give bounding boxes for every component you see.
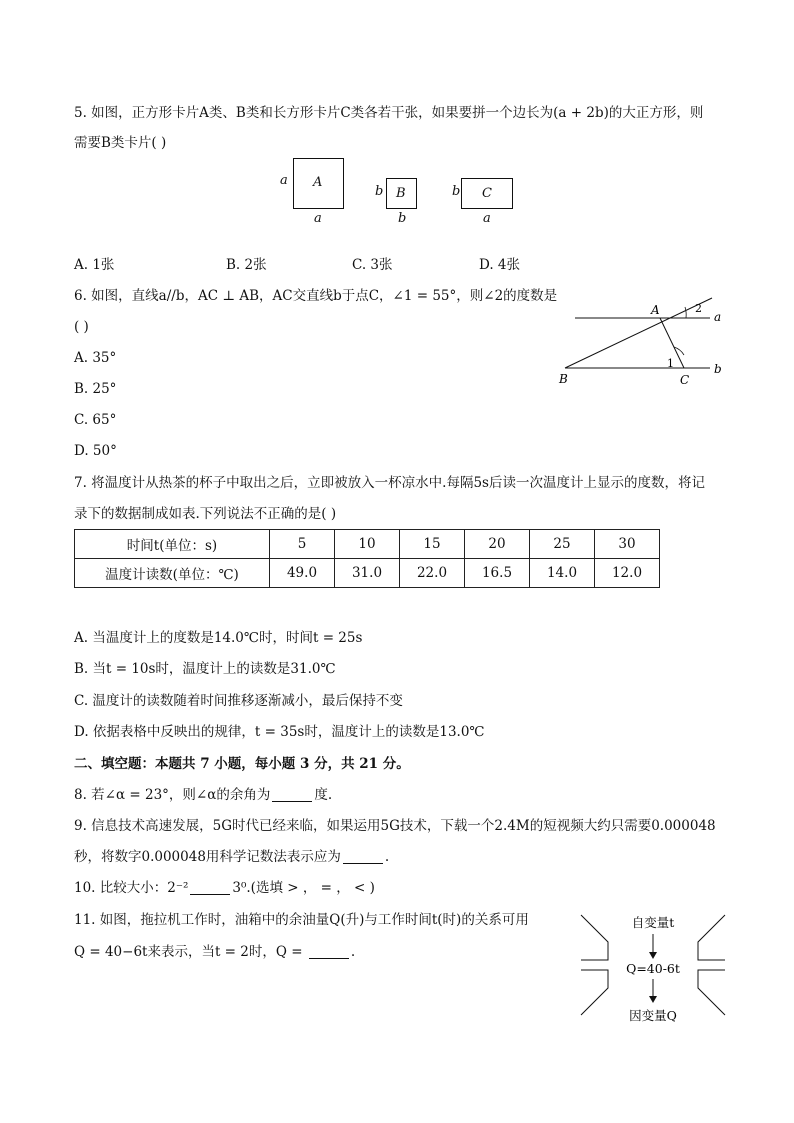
q10-answer-blank[interactable] (190, 880, 230, 895)
table-cell: 12.0 (595, 559, 660, 588)
q5-line1: 5. 如图，正方形卡片A类、B类和长方形卡片C类各若干张，如果要拼一个边长为(a + 2b)的大正方形，则 (74, 105, 704, 121)
arrow-head-icon (649, 952, 657, 959)
parallel-lines-figure (550, 295, 730, 390)
diagram-right-lower (698, 970, 725, 1015)
table-cell: 15 (400, 530, 465, 559)
angle-2-label: 2 (695, 302, 702, 315)
diagram-bottom-label: 因变量Q (629, 1008, 677, 1022)
q7-option-a: A. 当温度计上的度数是14.0℃时，时间t = 25s (74, 630, 363, 646)
table-cell: 20 (465, 530, 530, 559)
card-a-bottom: a (314, 211, 322, 226)
line-ab (565, 298, 712, 368)
table-cell: 10 (335, 530, 400, 559)
q11-line1: 11. 如图，拖拉机工作时，油箱中的余油量Q(升)与工作时间t(时)的关系可用 (74, 912, 529, 928)
q10-text-after: 3⁰.(选填 > ， = ， < ) (232, 880, 375, 896)
q8 (74, 786, 332, 804)
diagram-left-lower (581, 970, 608, 1015)
point-b-label: B (559, 372, 568, 386)
tractor-diagram (578, 912, 728, 1022)
q7-option-c: C. 温度计的读数随着时间推移逐渐减小，最后保持不变 (74, 693, 403, 709)
point-a-label: A (651, 303, 660, 317)
card-b-name: B (396, 186, 406, 201)
q6-line1: 6. 如图，直线a//b，AC ⊥ AB，AC交直线b于点C，∠1 = 55°，则∠2的度数是 (74, 288, 558, 304)
table-cell: 5 (270, 530, 335, 559)
temperature-table (74, 529, 660, 588)
q11-text-after: . (350, 944, 356, 960)
table-cell: 16.5 (465, 559, 530, 588)
q9-line2 (74, 848, 389, 866)
section-heading: 二、填空题：本题共 7 小题，每小题 3 分，共 21 分。 (74, 756, 410, 772)
card-a-name: A (313, 175, 323, 190)
diagram-middle-label: Q=40-6t (626, 961, 680, 976)
q7-option-d: D. 依据表格中反映出的规律，t = 35s时，温度计上的读数是13.0℃ (74, 724, 485, 740)
q8-answer-blank[interactable] (272, 787, 312, 802)
diagram-left-upper (581, 915, 608, 960)
q9-answer-blank[interactable] (343, 849, 383, 864)
point-c-label: C (680, 373, 690, 387)
q8-text: 8. 若∠α = 23°，则∠α的余角为 (74, 787, 271, 803)
angle-1-label: 1 (667, 357, 674, 370)
table-cell: 25 (530, 530, 595, 559)
card-b-bottom: b (398, 211, 407, 226)
table-cell: 49.0 (270, 559, 335, 588)
q10-text: 10. 比较大小：2⁻² (74, 880, 189, 896)
q6-line2: ( ) (74, 319, 89, 335)
table-row (75, 559, 660, 588)
q11-answer-blank[interactable] (309, 944, 349, 959)
line-a-label: a (714, 310, 722, 324)
card-a-side: a (280, 173, 288, 188)
q10 (74, 879, 375, 897)
q9-text: 秒，将数字0.000048用科学记数法表示应为 (74, 849, 341, 865)
table-cell: 31.0 (335, 559, 400, 588)
q5-option-d: D. 4张 (479, 257, 521, 273)
arrow-head-icon (649, 996, 657, 1003)
q8-text-after: 度. (314, 787, 333, 803)
q6-option-a: A. 35° (74, 350, 117, 366)
card-c-side: b (452, 184, 461, 199)
table-header-reading: 温度计读数(单位：℃) (75, 559, 270, 588)
q5-option-b: B. 2张 (226, 257, 267, 273)
q5-line2: 需要B类卡片( ) (74, 135, 167, 151)
card-b-side: b (375, 184, 384, 199)
q6-option-b: B. 25° (74, 381, 117, 397)
q9-line1: 9. 信息技术高速发展，5G时代已经来临，如果运用5G技术，下载一个2.4M的短视频大约只需要0.000048 (74, 818, 716, 834)
table-row (75, 530, 660, 559)
q6-option-c: C. 65° (74, 412, 117, 428)
q7-option-b: B. 当t = 10s时，温度计上的读数是31.0℃ (74, 661, 336, 677)
angle-2-arc (685, 307, 686, 318)
q7-line2: 录下的数据制成如表.下列说法不正确的是( ) (74, 506, 337, 522)
q5-option-a: A. 1张 (74, 257, 115, 273)
q11-text: Q = 40−6t来表示，当t = 2时，Q = (74, 944, 307, 960)
q6-option-d: D. 50° (74, 443, 117, 459)
card-c-bottom: a (483, 211, 491, 226)
table-cell: 30 (595, 530, 660, 559)
diagram-right-upper (698, 915, 725, 960)
card-c-name: C (482, 186, 492, 201)
table-cell: 22.0 (400, 559, 465, 588)
q9-text-after: . (384, 849, 390, 865)
line-b-label: b (714, 362, 722, 376)
diagram-top-label: 自变量t (631, 915, 675, 930)
table-cell: 14.0 (530, 559, 595, 588)
table-header-time: 时间t(单位：s) (75, 530, 270, 559)
q7-line1: 7. 将温度计从热茶的杯子中取出之后，立即被放入一杯凉水中.每隔5s后读一次温度计上显示的度数，将记 (74, 475, 705, 491)
q11-line2 (74, 943, 355, 961)
q5-option-c: C. 3张 (352, 257, 393, 273)
